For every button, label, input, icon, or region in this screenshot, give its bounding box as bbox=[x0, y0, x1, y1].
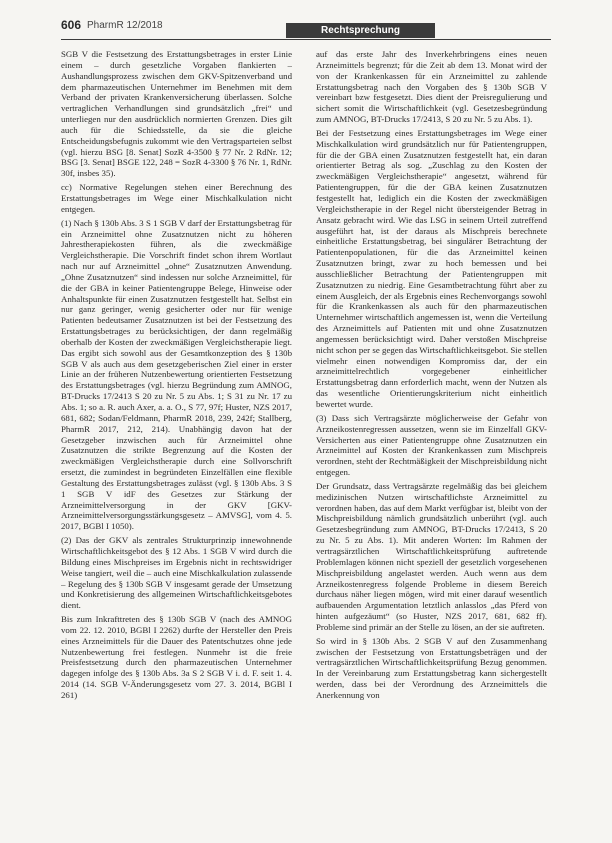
paragraph: SGB V die Festsetzung des Erstattungsbetrages in erster Linie einem – durch gesetzliche Vorgaben flankierten – Aushandlungsprozess zwischen dem GKV-Spitzenverband und dem pharmazeutischen Unternehmer im Benehmen mit dem Verband der privaten Krankenversicherung überlassen. Solche vertraglichen Verhandlungen sind grundsätzlich „frei“ und unterliegen nur den ausdrücklich normierten Grenzen. Dies gilt auch für die Schiedsstelle, da sie die gleiche Entscheidungsbefugnis zukommt wie den Vertragsparteien selbst (vgl. hierzu BSG [8. Senat] SozR 4-3500 § 77 Nr. 2 RdNr. 12; BSG [3. Senat] BSGE 122, 248 = SozR 4-3300 § 76 Nr. 1, RdNr. 30f, insbes 35). bbox=[61, 49, 292, 179]
page-number: 606 bbox=[61, 18, 82, 32]
paragraph: Bis zum Inkrafttreten des § 130b SGB V (nach des AMNOG vom 22. 12. 2010, BGBl I 2262) durfte der Hersteller den Preis eines Arzneimittels für die Dauer des Patentschutzes ohne jede Nutzenbewertung frei festlegen. Nunmehr ist die freie Preisfestsetzung durch den pharmazeutischen Unternehmer dagegen infolge des § 130b Abs. 3a S 2 SGB V i. d. F. seit 1. 4. 2014 (14. SGB V-Änderungsgesetz vom 27. 3. 2014, BGBl I 261) bbox=[61, 614, 292, 700]
left-column bbox=[61, 49, 292, 837]
paragraph: Der Grundsatz, dass Vertragsärzte regelmäßig das bei gleichem medizinischen Nutzen wirtschaftlichste Arzneimittel zu verordnen haben, das auf dem Markt verfügbar ist, bleibt von der Mischpreisbildung nämlich grundsätzlich unberührt (vgl. auch Gesetzesbegründung zum AMNOG, BT-Drucks 17/2413, S 20 zu Nr. 5 zu Abs. 1). Mit anderen Worten: Im Rahmen der vertragsärztlichen Wirtschaftlichkeitsprüfung auftretende Problemlagen können nicht speziell der gesetzlich vorgesehenen Mischpreisbildung angelastet werden. Auch wenn aus dem Arzneikostenregress folgende Probleme in diesem Bereich durchaus näher liegen mögen, wird mit einer darauf wesentlich aufbauenden Argumentation letztlich anlasslos „das Pferd von hinten aufgezäumt“ (so Huster, NZS 2017, 681, 682 ff). Probleme sind primär an der Stelle zu lösen, an der sie auftreten. bbox=[316, 480, 547, 632]
journal-issue: PharmR 12/2018 bbox=[87, 20, 163, 31]
paragraph: cc) Normative Regelungen stehen einer Berechnung des Erstattungsbetrages im Wege einer Mischkalkulation nicht entgegen. bbox=[61, 182, 292, 214]
section-label: Rechtsprechung bbox=[286, 23, 435, 38]
paragraph: auf das erste Jahr des Inverkehrbringens eines neuen Arzneimittels begrenzt; für die Zeit ab dem 13. Monat wird der von der Krankenkassen für ein Arzneimittel zu zahlende Erstattungsbetrag nach den Vorgaben des § 130b SGB V vereinbart bzw festgesetzt. Dies dient der Preisregulierung und sichert somit die Wirtschaftlichkeit (vgl. Gesetzesbegründung zum AMNOG, BT-Drucks 17/2413, S 20 zu Nr. 5 zu Abs. 1). bbox=[316, 49, 547, 125]
paragraph: Bei der Festsetzung eines Erstattungsbetrages im Wege einer Mischkalkulation wird grundsätzlich nur für Patientengruppen, für die der GBA einen Zusatznutzen festgestellt hat, ein daran orientierter Betrag als sog. „Zuschlag zu den Kosten der zweckmäßigen Vergleichstherapie“ angesetzt, während für Patientengruppen, für die der GBA keinen Zusatznutzen festgestellt hat, lediglich ein die Kosten der zweckmäßigen Vergleichstherapie in der Regel nicht übersteigender Betrag in Ansatz gebracht wird. Wie das LSG in seinem Urteil zutreffend ausgeführt hat, ist der daraus als Mischpreis berechnete einheitliche Erstattungsbetrag, bei singulärer Betrachtung der Patientenpopulationen, für die das Arzneimittel keinen Zusatznutzen bringt, zwar zu hoch bemessen und bei ausschließlicher Betrachtung der Patientengruppen mit Zusatznutzen zu niedrig. Eine Gesamtbetrachtung führt aber zu einem Ausgleich, der als Ergebnis eines Rechenvorgangs sowohl für die Krankenkassen als auch für den pharmazeutischen Unternehmer wirtschaftlich angemessen ist, wenn die Verteilung des Arzneimittels auf Patienten mit und ohne Zusatznutzen angemessen berücksichtigt wird. Daher verstoßen Mischpreise nicht schon per se gegen das Wirtschaftlichkeitsgebot. Sie stellen vielmehr einen notwendigen Kompromiss dar, der ein arzneimittelrechtlich vorgegebener einheitlicher Erstattungsbetrag dann erforderlich macht, wenn der Nutzen als das wesentliche Orientierungskriterium nicht einheitlich bewertet wurde. bbox=[316, 127, 547, 409]
right-column bbox=[316, 49, 547, 837]
header-rule bbox=[61, 39, 551, 40]
paragraph: (1) Nach § 130b Abs. 3 S 1 SGB V darf der Erstattungsbetrag für ein Arzneimittel ohne Zusatznutzen nicht zu höheren Jahrestherapiekosten führen, als die zweckmäßige Vergleichstherapie. Die Vorschrift findet schon ihrem Wortlaut nach nur auf Arzneimittel „ohne“ Zusatznutzen Anwendung. „Ohne Zusatznutzen“ sind indessen nur solche Arzneimittel, für die der GBA in keiner Patientengruppe Belege, Hinweise oder Anhaltspunkte für einen Zusatznutzen festgestellt hat. Selbst ein nur ganz geringer, wenig gesicherter oder nur für wenige Patienten bedeutsamer Zusatznutzen ist bei der Festsetzung des Erstattungsbetrages zu berücksichtigen, der dann regelmäßig oberhalb der Kosten der zweckmäßigen Vergleichstherapie liegt. Das ergibt sich sowohl aus der Gesamtkonzeption des § 130b SGB V als auch aus dem gesetzgeberischen Ziel einer in erster Linie an der früheren Nutzenbewertung orientierten Festsetzung des Erstattungsbetrages (vgl. hierzu Begründung zum AMNOG, BT-Drucks 17/2413 S 20 zu Nr. 5 zu Abs. 1; S 31 zu Nr. 17 zu Abs. 1; so a. R. auch Axer, a. a. O., S 77, 97f; Huster, NZS 2017, 681, 682; Sodan/Feldmann, PharmR 2018, 239, 242f; Stallberg, PharmR 2017, 212, 214). Unabhängig davon hat der Gesetzgeber inzwischen auch für Arzneimittel ohne Zusatznutzen die strikte Begrenzung auf die Kosten der zweckmäßigen Vergleichstherapie durch eine Sollvorschrift ersetzt, die zumindest in begründeten Einzelfällen eine flexible Gestaltung des Erstattungsbetrages zulässt (vgl. § 130b Abs. 3 S 1 SGB V idF des Gesetzes zur Stärkung der Arzneimittelversorgung in der GKV [GKV-Arzneimittelversorgungsstärkungsgesetz – AMVSG], vom 4. 5. 2017, BGBl I 1050). bbox=[61, 217, 292, 532]
paragraph: (3) Dass sich Vertragsärzte möglicherweise der Gefahr von Arzneikostenregressen aussetzen, wenn sie im Einzelfall GKV-Versicherten aus einer Patientengruppe ohne Zusatznutzen ein Arzneimittel auf Kosten der Krankenkassen zum Mischpreis verordnen, steht der Rechtmäßigkeit der Mischpreisbildung nicht entgegen. bbox=[316, 412, 547, 478]
page-header bbox=[0, 0, 612, 36]
paragraph: (2) Das der GKV als zentrales Strukturprinzip innewohnende Wirtschaftlichkeitsgebot des § 12 Abs. 1 SGB V wird durch die Bildung eines Mischpreises im Ergebnis nicht in rechtswidriger Weise tangiert, weil die – auch eine Mischkalkulation zulassende – Regelung des § 130b SGB V insgesamt gerade der Umsetzung und Konkretisierung des allgemeinen Wirtschaftlichkeitsgebotes dient. bbox=[61, 535, 292, 611]
paragraph: So wird in § 130b Abs. 2 SGB V auf den Zusammenhang zwischen der Festsetzung von Erstattungsbeträgen und der vertragsärztlichen Wirtschaftlichkeitsprüfung Bezug genommen. In der Vereinbarung zum Erstattungsbetrag kann sichergestellt werden, dass bei der Verordnung des Arzneimittels die Anerkennung von bbox=[316, 635, 547, 700]
